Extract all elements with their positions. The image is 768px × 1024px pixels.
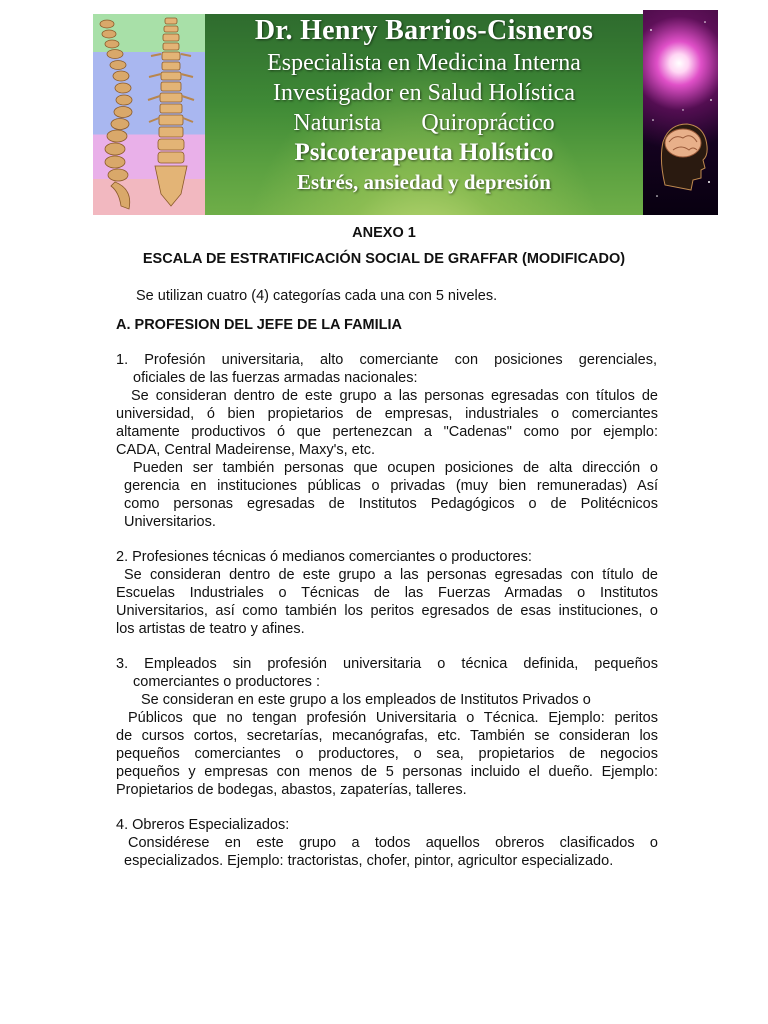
item4-line3: especializados. Ejemplo: tractoristas, chofer, pintor, agricultor especializado. [124, 853, 614, 869]
banner-specialty: Especialista en Medicina Interna [267, 50, 581, 76]
item1-line3: Se consideran dentro de este grupo a las personas egresadas con títulos de [131, 388, 658, 404]
item3-line5: de cursos cortos, secretarías, mecanógrafas, etc. También se consideran los [116, 728, 658, 744]
banner-doctor-name: Dr. Henry Barrios-Cisneros [254, 15, 594, 46]
header-banner [93, 10, 718, 215]
item1-line8: gerencia en instituciones públicas o privadas (muy bien remuneradas) Así [124, 478, 658, 494]
brain-head-cosmic-illustration [643, 10, 718, 215]
item2-line3: Escuelas Industriales o Técnicas de las Fuerzas Armadas o Institutos [116, 585, 658, 601]
item4-line1: 4. Obreros Especializados: [116, 817, 290, 833]
banner-title-panel [205, 14, 643, 215]
item1-line4: universidad, ó bien propietarios de empresas, industriales o comerciantes [116, 406, 658, 422]
section-a-heading: A. PROFESION DEL JEFE DE LA FAMILIA [116, 317, 402, 333]
item2-line5: los artistas de teatro y afines. [116, 621, 305, 637]
item4-line2: Considérese en este grupo a todos aquellos obreros clasificados o [128, 835, 658, 851]
item1-line10: Universitarios. [124, 514, 216, 530]
banner-researcher: Investigador en Salud Holística [273, 80, 575, 106]
intro-text: Se utilizan cuatro (4) categorías cada una con 5 niveles. [136, 288, 498, 304]
item2-line4: Universitarios, así como también los peritos egresados de esas instituciones, o [116, 603, 658, 619]
document-title: ESCALA DE ESTRATIFICACIÓN SOCIAL DE GRAFFAR (MODIFICADO) [142, 251, 626, 267]
item3-line3: Se consideran en este grupo a los empleados de Institutos Privados o [141, 692, 591, 708]
item1-line1: 1. Profesión universitaria, alto comerciante con posiciones gerenciales, [116, 352, 657, 368]
item3-line8: Propietarios de bodegas, abastos, zapaterías, talleres. [116, 782, 467, 798]
item2-line2: Se consideran dentro de este grupo a las personas egresadas con título de [124, 567, 658, 583]
banner-naturist-line [205, 111, 643, 135]
item3-line7: pequeños y empresas con menos de 5 personas incluido el dueño. Ejemplo: [116, 764, 658, 780]
spine-illustration [93, 14, 205, 215]
item2-line1: 2. Profesiones técnicas ó medianos comerciantes o productores: [116, 549, 532, 565]
item3-line1: 3. Empleados sin profesión universitaria o técnica definida, pequeños [116, 656, 658, 672]
banner-naturist: Naturista [293, 110, 382, 136]
item1-line2: oficiales de las fuerzas armadas nacionales: [133, 370, 418, 386]
banner-stress-line: Estrés, ansiedad y depresión [297, 170, 551, 194]
banner-psychotherapist: Psicoterapeuta Holístico [294, 139, 554, 166]
banner-chiropractor: Quiropráctico [421, 110, 555, 136]
item1-line6: CADA, Central Madeirense, Maxy's, etc. [116, 442, 376, 458]
item1-line7: Pueden ser también personas que ocupen posiciones de alta dirección o [133, 460, 658, 476]
item3-line6: pequeños comerciantes o productores, o sea, propietarios de negocios [116, 746, 658, 762]
item1-line9: como personas egresadas de Institutos Pedagógicos o de Politécnicos [124, 496, 658, 512]
item3-line4: Públicos que no tengan profesión Universitaria o Técnica. Ejemplo: peritos [128, 710, 658, 726]
item1-line5: altamente productivos ó que pertenezcan a "Cadenas" como por ejemplo: [116, 424, 658, 440]
item3-line2: comerciantes o productores : [133, 674, 320, 690]
annex-heading: ANEXO 1 [352, 225, 416, 241]
